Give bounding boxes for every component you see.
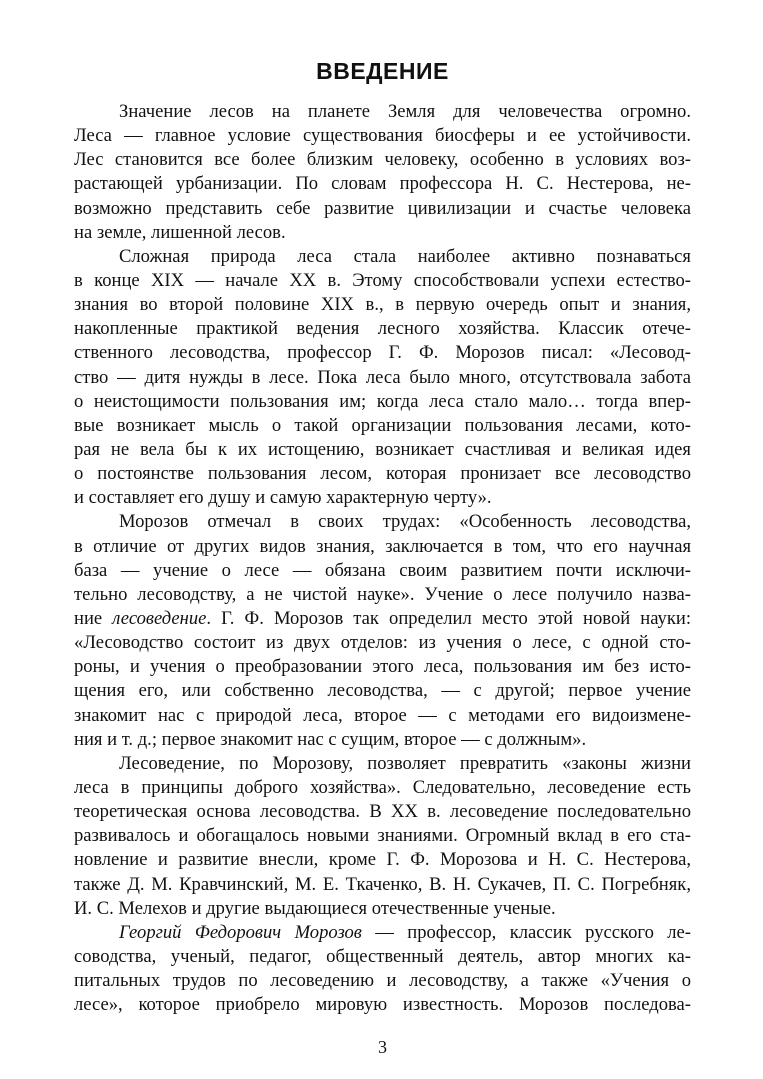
text-line: Сложная природа леса стала наиболее активно познаваться [119,245,691,267]
text-segment: ние [74,607,113,629]
text-line: лесе», которое приобрело мировую известность. Морозов последова- [74,994,691,1016]
text-line: «Лесоводство состоит из двух отделов: из учения о лесе, с одной сто- [74,632,691,654]
italic-term: лесоведение [112,607,207,629]
body-text [74,100,691,1017]
text-segment: — профессор, классик русского ле- [361,921,692,943]
text-line: роны, и учения о преобразовании этого леса, пользования им без исто- [74,656,691,678]
text-line: развивалось и обогащалось новыми знаниями. Огромный вклад в его ста- [74,825,691,847]
text-line: также Д. М. Кравчинский, М. Е. Ткаченко, В. Н. Сукачев, П. С. Погребняк, [74,873,691,895]
text-line: ственного лесоводства, профессор Г. Ф. Морозов писал: «Лесовод- [74,342,691,364]
text-line: растающей урбанизации. По словам профессора Н. С. Нестерова, не- [74,173,691,195]
text-line: накопленные практикой ведения лесного хозяйства. Классик отече- [74,318,691,340]
text-line: рая не вела бы к их истощению, возникает счастливая и великая идея [74,438,691,460]
text-line: знания во второй половине XIX в., в первую очередь опыт и знания, [74,294,691,316]
text-line: о неистощимости пользования им; когда леса стало мало… тогда впер- [74,390,691,412]
text-line: Лесоведение, по Морозову, позволяет превратить «законы жизни [119,752,691,774]
text-line: ство — дитя нужды в лесе. Пока леса было много, отсутствовала забота [74,366,691,388]
text-line: и составляет его душу и самую характерную черту». [74,487,492,509]
text-line: в конце XIX — начале XX в. Этому способствовали успехи естество- [74,269,691,291]
text-segment: . Г. Ф. Морозов так определил место этой новой науки: [206,607,691,629]
text-line: на земле, лишенной лесов. [74,221,286,243]
text-line [74,921,691,945]
page-number: 3 [378,1037,387,1057]
text-line: Морозов отмечал в своих трудах: «Особенность лесоводства, [119,511,691,533]
text-line: соводства, ученый, педагог, общественный деятель, автор многих ка- [74,945,691,967]
text-line: тельно лесоводству, а не чистой науке». Учение о лесе получило назва- [74,583,691,605]
text-line: щения его, или собственно лесоводства, — с другой; первое учение [74,680,691,702]
text-line: база — учение о лесе — обязана своим развитием почти исключи- [74,559,691,581]
text-line: Значение лесов на планете Земля для человечества огромно. [119,101,691,122]
text-line: питальных трудов по лесоведению и лесоводству, а также «Учения о [74,970,691,992]
text-line: Лес становится все более близким человеку, особенно в условиях воз- [74,149,691,171]
text-line: леса в принципы доброго хозяйства». Следовательно, лесоведение есть [74,776,691,798]
text-line: возможно представить себе развитие цивилизации и счастье человека [74,197,691,219]
text-line: Леса — главное условие существования биосферы и ее устойчивости. [74,125,691,147]
text-line: теоретическая основа лесоводства. В XX в. лесоведение последовательно [74,801,691,823]
text-line: ния и т. д.; первое знакомит нас с сущим, второе — с должным». [74,728,587,750]
book-page [74,0,691,1079]
text-line: новление и развитие внесли, кроме Г. Ф. Морозова и Н. С. Нестерова, [74,849,691,871]
text-line: знакомит нас с природой леса, второе — с методами его видоизмене- [74,704,691,726]
text-line: о постоянстве пользования лесом, которая пронизает все лесоводство [74,463,691,485]
page-title: ВВЕДЕНИЕ [316,58,449,84]
text-line: И. С. Мелехов и другие выдающиеся отечественные ученые. [74,897,556,919]
text-line [74,607,691,631]
italic-name: Георгий Федорович Морозов [119,921,362,943]
text-line: вые возникает мысль о такой организации пользования лесами, кото- [74,414,691,436]
text-line: в отличие от других видов знания, заключается в том, что его научная [74,535,691,557]
